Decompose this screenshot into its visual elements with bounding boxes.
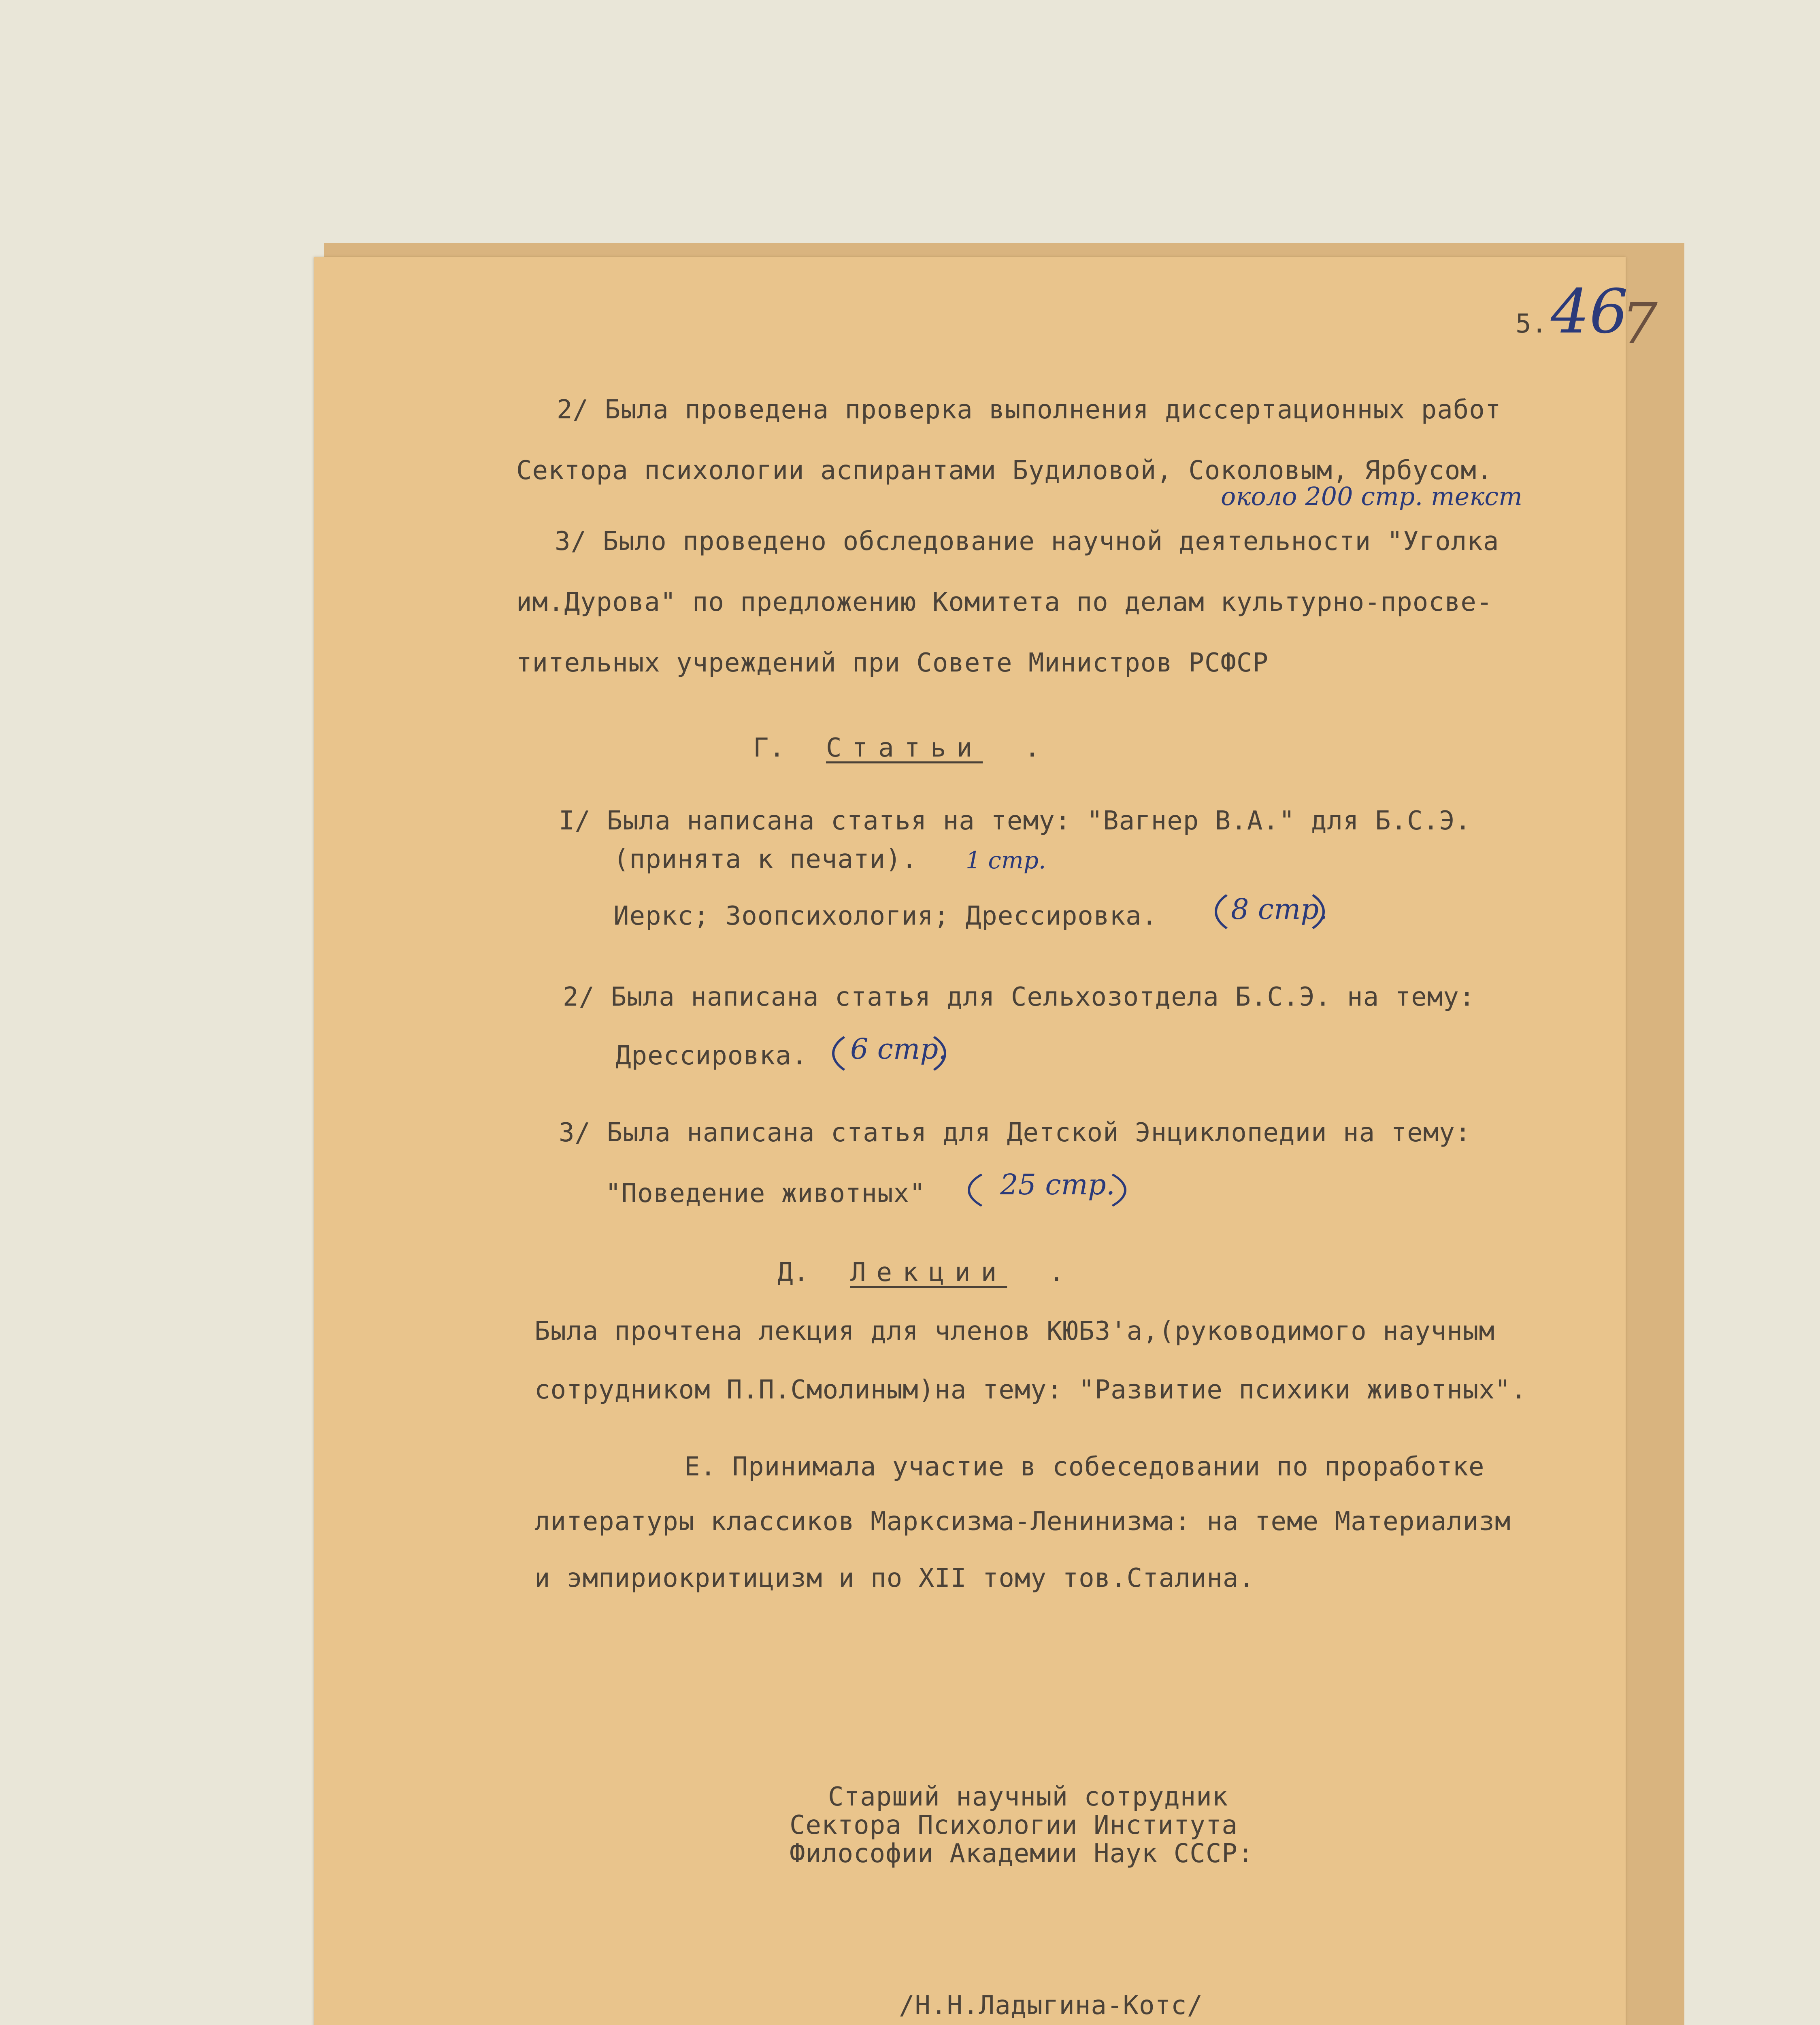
page-number: 5. (1516, 309, 1548, 339)
article-2-line-2: Дрессировка. (615, 1041, 808, 1071)
item-3-line-1: 3/ Было проведено обследование научной деятельности "Уголка (555, 526, 1499, 556)
section-d-title: Лекции (850, 1258, 1007, 1287)
section-g-title: Статьи (826, 733, 983, 763)
item-3-line-3: тительных учреждений при Совете Министров РСФСР (516, 648, 1269, 678)
lecture-line-2: сотрудником П.П.Смолиным)на тему: "Развитие психики животных". (534, 1375, 1527, 1405)
signature-title-line-2: Сектора Психологии Института (790, 1810, 1238, 1840)
handwritten-note: 8 стр. (1231, 893, 1328, 926)
handwritten-note: 25 стр. (1000, 1168, 1115, 1201)
section-d-letter: Д. (777, 1258, 810, 1287)
signature-name: /Н.Н.Ладыгина-Котс/ (899, 1991, 1203, 2021)
lecture-line-1: Была прочтена лекция для членов КЮБЗ'а,(руководимого научным (534, 1316, 1495, 1346)
section-e-line-2: литературы классиков Марксизма-Ленинизма: на теме Материализм (534, 1507, 1511, 1537)
section-g-dot: . (1024, 733, 1041, 763)
item-2-line-1: 2/ Была проведена проверка выполнения диссертационных работ (557, 395, 1501, 425)
document-page (314, 257, 1658, 2025)
section-d-dot: . (1049, 1258, 1065, 1287)
archive-folio: 46 (1551, 277, 1628, 347)
archive-folio-secondary: 7 (1622, 291, 1658, 357)
article-3-line-2: "Поведение животных" (605, 1179, 926, 1209)
handwritten-note: 1 стр. (966, 846, 1046, 874)
article-2-line-1: 2/ Была написана статья для Сельхозотдела Б.С.Э. на тему: (563, 982, 1475, 1012)
handwritten-bracket (832, 1025, 946, 1082)
signature-title-line-3: Философии Академии Наук СССР: (790, 1839, 1254, 1869)
section-e-line-3: и эмпириокритицизм и по XII тому тов.Сталина. (534, 1563, 1255, 1593)
article-3-line-1: 3/ Была написана статья для Детской Энциклопедии на тему: (559, 1118, 1471, 1148)
section-g-letter: Г. (753, 733, 785, 763)
handwritten-bracket (968, 1160, 1126, 1220)
article-1-line-3: Иеркс; Зоопсихология; Дрессировка. (613, 901, 1158, 931)
article-1-line-1: I/ Была написана статья на тему: "Вагнер В.А." для Б.С.Э. (559, 806, 1471, 836)
signature-title-line-1: Старший научный сотрудник (828, 1782, 1228, 1812)
handwritten-note: около 200 стр. текст (1221, 482, 1522, 511)
item-3-line-2: им.Дурова" по предложению Комитета по делам культурно-просве- (516, 587, 1493, 617)
handwritten-bracket (1215, 883, 1325, 940)
handwritten-note: 6 стр. (850, 1032, 947, 1066)
section-e-line-1: Е. Принимала участие в собеседовании по проработке (684, 1452, 1485, 1482)
article-1-line-2: (принята к печати). (613, 844, 918, 874)
item-2-line-2: Сектора психологии аспирантами Будиловой, Соколовым, Ярбусом. (516, 456, 1493, 486)
